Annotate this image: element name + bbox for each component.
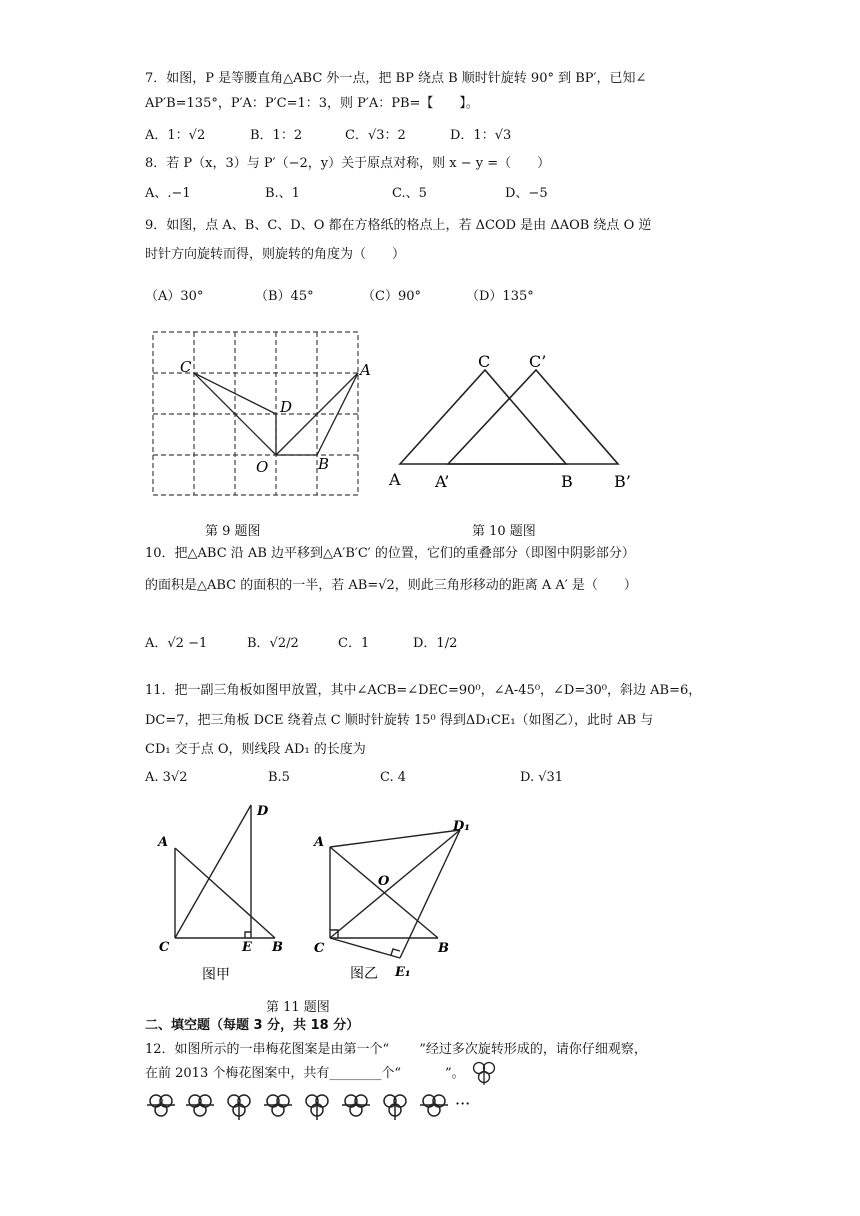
q12-line2-start: 在前 2013 个梅花图案中，共有 — [145, 1066, 330, 1081]
q8-option-d: D、−5 — [505, 186, 548, 201]
fig11-yi-label-o: O — [378, 874, 390, 889]
q11-option-a: A. 3√2 — [145, 770, 188, 785]
q11-option-c: C. 4 — [380, 770, 407, 785]
fig11-yi-name: 图乙 — [350, 966, 378, 982]
q9-line1: 9．如图，点 A、B、C、D、O 都在方格纸的格点上，若 ΔCOD 是由 ΔAOB 绕点 O 逆 — [145, 218, 652, 233]
fig10-label-a: A — [389, 470, 401, 489]
figure-11-jia — [150, 795, 285, 985]
q7-option-c: C．√3：2 — [345, 128, 406, 143]
fig10-label-c: C — [478, 352, 491, 371]
fig10-label-b: B — [561, 472, 573, 491]
fig11-jia-label-a: A — [158, 835, 169, 850]
fig9-label-b: B — [318, 455, 330, 473]
fig11-caption: 第 11 题图 — [266, 1000, 330, 1015]
q12-line2-mid: 个“ — [381, 1066, 402, 1081]
fig9-label-c: C — [180, 358, 192, 376]
q9-line2: 时针方向旋转而得，则旋转的角度为（ ） — [145, 247, 406, 262]
fig10-label-b-prime: B’ — [614, 472, 631, 491]
fig11-jia-label-c: C — [159, 940, 170, 955]
q7-option-d: D．1：√3 — [450, 128, 512, 143]
fig11-jia-label-d: D — [257, 804, 269, 819]
q11-line3: CD₁ 交于点 O，则线段 AD₁ 的长度为 — [145, 742, 366, 757]
q10-line2: 的面积是△ABC 的面积的一半，若 AB=√2，则此三角形移动的距离 A A′ 是（ ） — [145, 578, 637, 593]
q12-line1-start: 12．如图所示的一串梅花图案是由第一个“ — [145, 1042, 390, 1057]
fig11-yi-label-a: A — [314, 835, 325, 850]
q7-line2: AP′B=135°，P′A：P′C=1：3，则 P′A：PB=【 】。 — [145, 96, 479, 111]
q11-option-d: D. √31 — [520, 770, 564, 785]
q9-option-d: （D）135° — [466, 289, 534, 304]
q8-option-b: B.、1 — [265, 186, 300, 201]
q7-option-b: B．1：2 — [250, 128, 303, 143]
plum-flower-icon — [470, 1058, 498, 1086]
q10-option-b: B．√2/2 — [247, 636, 299, 651]
q12-line2 — [145, 1065, 465, 1083]
q11-option-b: B.5 — [268, 770, 290, 785]
section-2-title: 二、填空题（每题 3 分，共 18 分） — [145, 1018, 360, 1033]
q12-line1 — [145, 1041, 647, 1059]
q8-option-a: A、.−1 — [145, 186, 191, 201]
fig11-yi-label-d1: D₁ — [453, 819, 470, 834]
figure-9-grid — [148, 328, 371, 500]
q10-option-a: A．√2 −1 — [145, 636, 208, 651]
figure-11-yi — [305, 810, 490, 990]
figure-10 — [385, 345, 650, 495]
fig9-label-a: A — [360, 361, 371, 379]
q11-line1: 11．把一副三角板如图甲放置，其中∠ACB=∠DEC=90⁰，∠A-45⁰，∠D=30⁰，斜边 AB=6， — [145, 683, 702, 698]
plum-flower-sequence — [143, 1087, 483, 1123]
q7-line1: 7．如图，P 是等腰直角△ABC 外一点，把 BP 绕点 B 顺时针旋转 90° 到 BP′，已知∠ — [145, 71, 647, 86]
fig10-caption: 第 10 题图 — [472, 524, 536, 539]
fig9-label-o: O — [256, 458, 269, 476]
fig11-jia-name: 图甲 — [202, 967, 230, 983]
fig9-label-d: D — [280, 398, 293, 416]
q12-line2-end: ”。 — [445, 1066, 465, 1081]
q9-option-b: （B）45° — [255, 289, 314, 304]
q10-option-d: D．1/2 — [413, 636, 458, 651]
q11-line2: DC=7，把三角板 DCE 绕着点 C 顺时针旋转 15⁰ 得到ΔD₁CE₁（如图乙），此时 AB 与 — [145, 713, 654, 728]
fig11-yi-label-b: B — [438, 941, 449, 956]
q12-line1-end: ”经过多次旋转形成的，请你仔细观察， — [419, 1042, 647, 1057]
fig11-jia-label-e: E — [242, 940, 252, 955]
fig10-label-c-prime: C’ — [529, 352, 547, 371]
fig10-label-a-prime: A’ — [435, 472, 450, 491]
fig11-yi-label-e1: E₁ — [395, 965, 411, 980]
fig11-yi-label-c: C — [314, 941, 325, 956]
sequence-ellipsis: ··· — [455, 1094, 471, 1113]
answer-blank[interactable]: ________ — [329, 1066, 382, 1081]
q10-option-c: C．1 — [338, 636, 370, 651]
q8-option-c: C.、5 — [392, 186, 427, 201]
q8-line1: 8．若 P（x，3）与 P′（−2，y）关于原点对称，则 x − y =（ ） — [145, 156, 551, 171]
fig11-jia-label-b: B — [272, 940, 283, 955]
q7-option-a: A．1：√2 — [145, 128, 206, 143]
fig9-caption: 第 9 题图 — [205, 524, 261, 539]
q10-line1: 10．把△ABC 沿 AB 边平移到△A′B′C′ 的位置，它们的重叠部分（即图中阴影部分） — [145, 546, 635, 561]
q9-option-a: （A）30° — [145, 289, 204, 304]
q9-option-c: （C）90° — [362, 289, 421, 304]
